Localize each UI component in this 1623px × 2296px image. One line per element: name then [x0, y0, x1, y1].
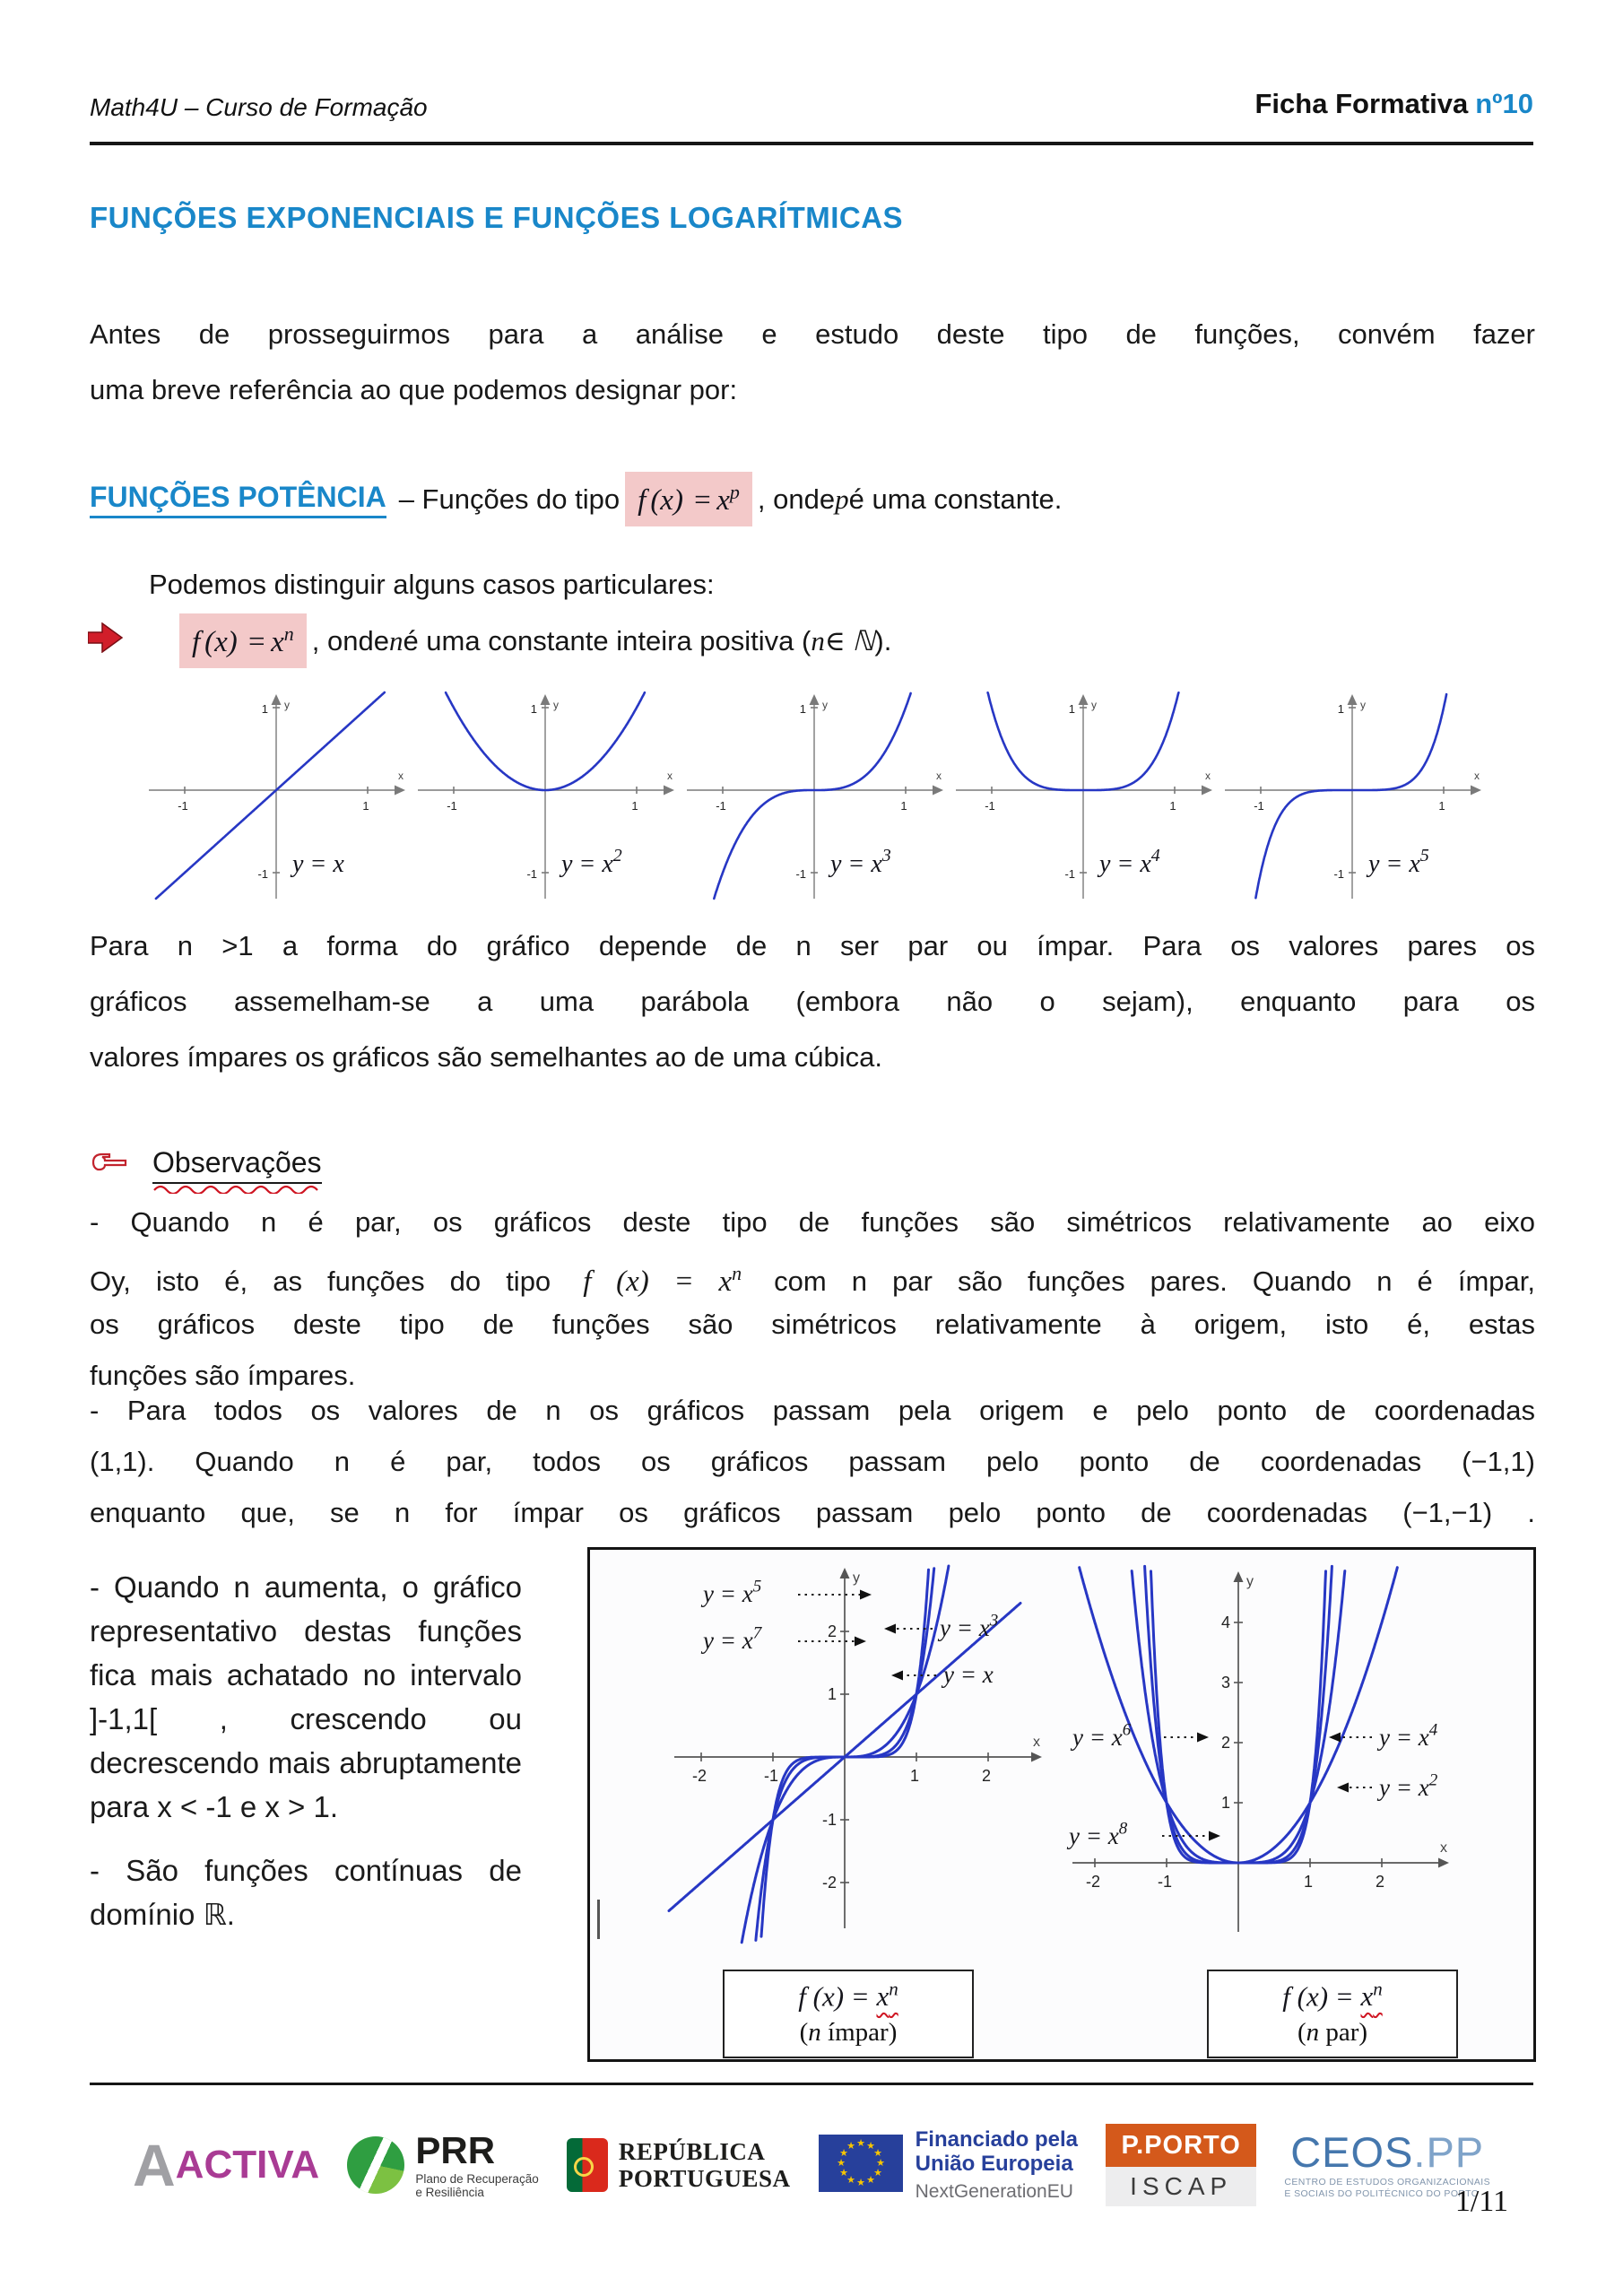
bullet-text-2: é uma constante inteira positiva (: [403, 624, 812, 657]
svg-text:★: ★: [846, 2173, 855, 2186]
page-title: FUNÇÕES EXPONENCIAIS E FUNÇÕES LOGARÍTMICAS: [90, 201, 904, 234]
svg-text:y: y: [853, 1570, 860, 1586]
stray-scan-mark: [597, 1900, 600, 1939]
svg-text:-2: -2: [1085, 1873, 1101, 1891]
observations-paragraph-2: [90, 1385, 1535, 1538]
figure-power-functions: [587, 1547, 1536, 2062]
mini-graph-y-x3: [680, 687, 949, 902]
footer-logo-row: [133, 2106, 1490, 2224]
svg-text:★: ★: [875, 2156, 885, 2169]
formula-arg: (x): [650, 484, 683, 517]
mini-graph-y-x4: [949, 687, 1218, 902]
side-note: [90, 1565, 522, 1936]
svg-text:-1: -1: [795, 867, 806, 881]
para-n-line-1: Para n >1 a forma do gráfico depende de n ser par ou ímpar. Para os valores pares os: [90, 930, 1535, 961]
header-rule: [90, 142, 1533, 145]
red-squiggle-underline: [152, 1185, 323, 1194]
section-heading-funcoes-potencia: FUNÇÕES POTÊNCIA: [90, 481, 386, 518]
svg-text:-1: -1: [763, 1767, 779, 1785]
para-n-line-3: valores ímpares os gráficos são semelhantes ao de uma cúbica.: [90, 1041, 882, 1073]
svg-text:1: 1: [909, 1767, 920, 1785]
svg-text:★: ★: [855, 2176, 865, 2188]
header-issue-number: nº10: [1475, 88, 1533, 119]
ativa-a-icon: A: [133, 2132, 172, 2198]
svg-text:1: 1: [261, 702, 268, 716]
formula-base: x: [716, 484, 730, 517]
svg-text:2: 2: [981, 1767, 992, 1785]
figure-caption-odd: f $(x) = x^n$ (n ímpar): [723, 1970, 974, 2058]
case-natural-exponent: [88, 613, 891, 668]
definition-text-end: é uma constante.: [848, 483, 1063, 515]
bullet-text: , onde: [311, 624, 389, 657]
eu-flag-icon: [819, 2135, 903, 2196]
formula-arg: (x): [204, 626, 238, 658]
svg-text:-1: -1: [1254, 799, 1264, 813]
svg-text:-1: -1: [1064, 867, 1075, 881]
svg-text:-1: -1: [821, 1811, 837, 1829]
svg-text:1: 1: [1169, 799, 1176, 813]
svg-text:2: 2: [827, 1622, 837, 1640]
formula-exponent: p: [729, 481, 740, 503]
svg-text:1: 1: [900, 799, 907, 813]
observations-paragraph-1: [90, 1196, 1535, 1401]
logo-pporto-iscap: P.PORTO ISCAP: [1106, 2124, 1256, 2206]
svg-text:y = x5: $y = x^5$: [1368, 846, 1429, 878]
svg-text:★: ★: [865, 2139, 875, 2152]
intro-line-2: uma breve referência ao que podemos designar por:: [90, 374, 738, 405]
svg-text:-1: -1: [1333, 867, 1344, 881]
svg-text:x: x: [936, 770, 942, 782]
red-arrow-icon: [88, 622, 124, 660]
svg-text:x: x: [667, 770, 673, 782]
svg-text:1: 1: [530, 702, 537, 716]
mini-graph-y-x: [142, 687, 411, 902]
svg-text:-1: -1: [985, 799, 995, 813]
svg-text:y = x: y = x: [292, 850, 344, 878]
svg-text:★: ★: [855, 2136, 865, 2149]
svg-text:1: 1: [362, 799, 369, 813]
header-course-name: Math4U – Curso de Formação: [90, 93, 428, 121]
definition-text: , onde: [757, 483, 836, 515]
svg-text:-2: -2: [691, 1767, 707, 1785]
chart-even-powers: [1063, 1555, 1523, 1960]
mini-graph-y-x5: [1218, 687, 1487, 902]
formula-f: f: [638, 484, 647, 517]
svg-text:2: 2: [1375, 1873, 1385, 1891]
svg-text:y: y: [553, 699, 559, 711]
svg-text:1: 1: [631, 799, 638, 813]
logo-eu-funding: ★ ★ ★ ★ ★ ★ ★ ★ ★ ★ ★ ★ Financiado pela União Europeia NextGenerationEU: [819, 2127, 1078, 2203]
constant-p: p: [835, 483, 849, 515]
particular-cases-line: Podemos distinguir alguns casos particulares:: [149, 569, 715, 600]
header-sheet-label: Ficha Formativa: [1254, 88, 1469, 119]
svg-text:-1: -1: [257, 867, 268, 881]
svg-text:y = x2: $y = x^2$: [1379, 1770, 1438, 1801]
formula-highlight-x-power-p: [625, 472, 752, 526]
obs-p1-line-4: funções são ímpares.: [90, 1360, 356, 1391]
svg-text:-1: -1: [447, 799, 457, 813]
svg-text:y = x5: $y = x^5$: [703, 1577, 762, 1607]
definition-lead: – Funções do tipo: [398, 483, 621, 515]
observations-heading-word: Observações: [152, 1146, 322, 1184]
svg-text:1: 1: [1068, 702, 1075, 716]
formula-base: x: [271, 626, 284, 658]
page-number: 1/11: [1454, 2185, 1508, 2218]
variable-n: n: [388, 624, 404, 657]
obs-p1-line-3: os gráficos deste tipo de funções são simétricos relativamente à origem, isto é, estas: [90, 1309, 1535, 1340]
svg-text:y = x8: $y = x^8$: [1069, 1819, 1128, 1849]
obs-p1-line-1: - Quando n é par, os gráficos deste tipo de funções são simétricos relativamente ao eixo: [90, 1206, 1535, 1238]
formula-equals: =: [691, 484, 713, 517]
portugal-flag-icon: [567, 2138, 608, 2192]
intro-paragraph: [90, 307, 1535, 418]
svg-text:y = x: y = x: [943, 1661, 994, 1688]
logo-republica-portuguesa: REPÚBLICA PORTUGUESA: [567, 2138, 791, 2192]
svg-text:y = x3: $y = x^3$: [940, 1611, 999, 1641]
svg-text:y: y: [1360, 699, 1366, 711]
svg-text:x: x: [398, 770, 404, 782]
svg-text:y = x3: $y = x^3$: [830, 846, 891, 878]
power-functions-definition: [90, 472, 1062, 526]
svg-text:1: 1: [827, 1685, 837, 1703]
prr-globe-icon: [347, 2136, 404, 2194]
svg-text:x: x: [1474, 770, 1480, 782]
svg-text:★: ★: [846, 2139, 855, 2152]
svg-text:1: 1: [1438, 799, 1445, 813]
formula-exponent: n: [283, 622, 294, 645]
obs-p1-line-2: Oy, isto é, as funções do tipo f $(x) = x^n$ com n par são funções pares. Quando n é ímpar,: [90, 1262, 1536, 1298]
logo-ceos-pp: CEOS.PP CENTRO DE ESTUDOS ORGANIZACIONAIS E SOCIAIS DO POLITÉCNICO DO PORTO: [1284, 2127, 1490, 2199]
svg-text:x: x: [1205, 770, 1211, 782]
svg-text:y = x2: $y = x^2$: [561, 846, 622, 878]
svg-text:★: ★: [836, 2156, 846, 2169]
para-n-line-2: gráficos assemelham-se a uma parábola (embora não o sejam), enquanto para os: [90, 986, 1535, 1017]
svg-text:-1: -1: [178, 799, 188, 813]
svg-text:4: 4: [1220, 1613, 1230, 1631]
svg-text:3: 3: [1220, 1674, 1230, 1692]
variable-n-2: n: [811, 624, 825, 657]
svg-text:★: ★: [865, 2173, 875, 2186]
svg-text:x: x: [1033, 1735, 1040, 1750]
svg-text:y = x7: $y = x^7$: [703, 1623, 762, 1654]
svg-text:1: 1: [799, 702, 806, 716]
svg-text:1: 1: [1220, 1794, 1230, 1812]
svg-text:1: 1: [1303, 1873, 1314, 1891]
pointing-finger-icon: [90, 1146, 129, 1182]
intro-line-1: Antes de prosseguirmos para a análise e estudo deste tipo de funções, convém fazer: [90, 318, 1535, 350]
svg-text:★: ★: [872, 2166, 882, 2179]
svg-text:y = x4: $y = x^4$: [1379, 1720, 1438, 1751]
logo-prr: PRR Plano de Recuperação e Resiliência: [347, 2132, 538, 2199]
mini-graph-row: [142, 687, 1488, 904]
mini-graph-y-x2: [411, 687, 680, 902]
side-note-continuity: - São funções contínuas de domínio ℝ.: [90, 1854, 522, 1931]
svg-text:★: ★: [872, 2146, 882, 2159]
formula-x-power-n-inline: f $(x) = x^n$: [583, 1262, 742, 1298]
svg-text:x: x: [1440, 1840, 1447, 1856]
logo-ativa: A ACTIVA: [133, 2132, 320, 2198]
header-sheet-title: [1255, 88, 1534, 120]
svg-text:★: ★: [838, 2166, 848, 2179]
svg-text:★: ★: [838, 2146, 848, 2159]
chart-odd-powers: [594, 1555, 1053, 1960]
formula-f: f: [192, 626, 201, 658]
svg-text:y: y: [1246, 1574, 1254, 1589]
svg-text:-2: -2: [821, 1874, 837, 1892]
svg-text:y: y: [1091, 699, 1097, 711]
obs-p2-line-2: (1,1). Quando n é par, todos os gráficos passam pelo ponto de coordenadas (−1,1): [90, 1446, 1535, 1477]
obs-p2-line-3: enquanto que, se n for ímpar os gráficos passam pelo ponto de coordenadas (−1,−1) .: [90, 1497, 1535, 1528]
bullet-text-3: ).: [874, 624, 892, 657]
shape-depends-on-n-paragraph: [90, 918, 1535, 1085]
figure-caption-even: f $(x) = x^n$ (n par): [1207, 1970, 1458, 2058]
observations-heading: [90, 1146, 322, 1184]
svg-text:-1: -1: [526, 867, 537, 881]
svg-text:-1: -1: [1157, 1873, 1173, 1891]
formula-highlight-x-power-n: [179, 613, 307, 668]
formula-equals: =: [246, 626, 267, 658]
svg-text:-1: -1: [716, 799, 726, 813]
svg-text:y = x6: $y = x^6$: [1072, 1720, 1132, 1751]
natural-numbers-symbol: ∈ ℕ: [824, 624, 875, 657]
obs-p2-line-1: - Para todos os valores de n os gráficos passam pela origem e pelo ponto de coordenadas: [90, 1395, 1535, 1426]
svg-text:2: 2: [1220, 1734, 1230, 1752]
svg-text:y: y: [822, 699, 828, 711]
svg-text:y = x4: $y = x^4$: [1099, 846, 1160, 878]
svg-text:y: y: [284, 699, 290, 711]
side-note-flattening: - Quando n aumenta, o gráfico representativo destas funções fica mais achatado no intervalo ]-1,1[ , crescendo ou decrescendo mais abruptamente para x < -1 e x > 1.: [90, 1570, 522, 1823]
footer-rule: [90, 2083, 1533, 2085]
svg-text:1: 1: [1337, 702, 1344, 716]
